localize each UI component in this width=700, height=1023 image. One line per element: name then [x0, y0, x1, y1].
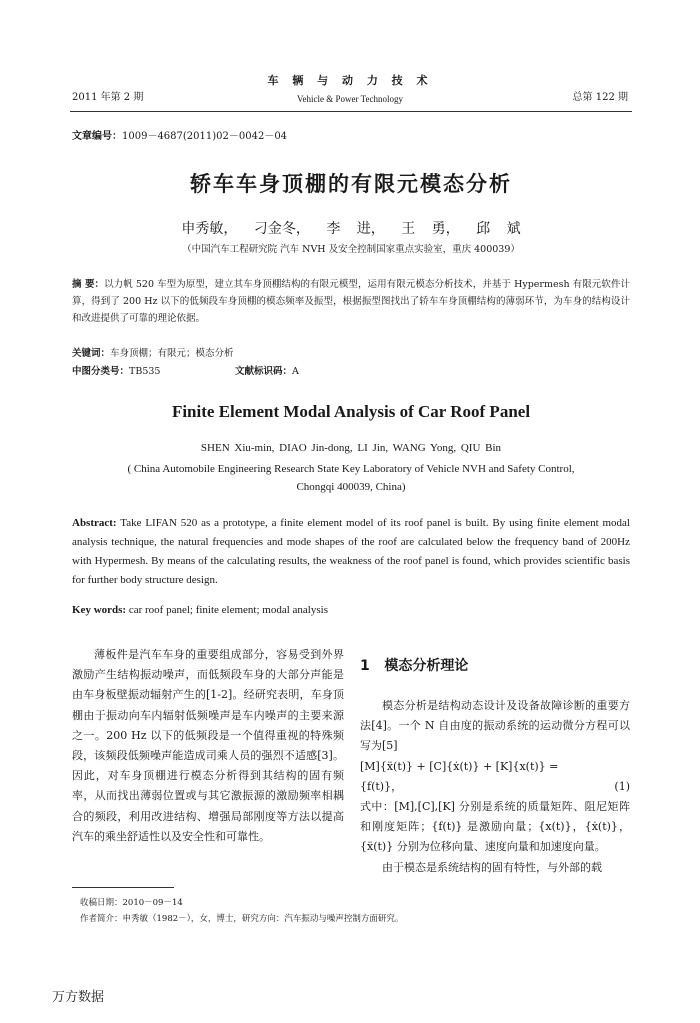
abstract-en-label: Abstract:: [72, 517, 117, 529]
abstract-en: [72, 514, 630, 590]
abstract-cn-label: 摘 要：: [72, 279, 105, 290]
article-number: [72, 127, 287, 142]
header-issue: 2011 年第 2 期: [72, 92, 144, 103]
classification-value: TB535: [129, 366, 161, 377]
section-heading: [360, 655, 468, 675]
header-total-issue: 总第 122 期: [572, 92, 628, 103]
affiliation-cn: （中国汽车工程研究院 汽车 NVH 及安全控制国家重点实验室，重庆 400039）: [182, 244, 520, 255]
journal-title-cn: 车 辆 与 动 力 技 术: [267, 74, 433, 87]
section-paragraph-3: 由于模态是系统结构的固有特性，与外部的载: [382, 860, 602, 874]
paper-title-cn: 轿车车身顶棚的有限元模态分析: [190, 172, 512, 196]
header-divider: [70, 111, 632, 112]
footnote-author-bio: 作者简介：申秀敏（1982－），女，博士，研究方向：汽车振动与噪声控制方面研究。: [80, 914, 404, 924]
journal-title-en: Vehicle & Power Technology: [297, 94, 403, 104]
section-paragraph-2: 式中：[M],[C],[K] 分别是系统的质量矩阵、阻尼矩阵和刚度矩阵；{f(t)} 是激励向量；{x(t)}，{ẋ(t)}，{ẍ(t)} 分别为位移向量、速度向量和加速度向量。: [360, 800, 630, 854]
document-code: [235, 363, 299, 377]
abstract-cn-text: 以力帆 520 车型为原型，建立其车身顶棚结构的有限元模型，运用有限元模态分析技术，并基于 Hypermesh 有限元软件计算，得到了 200 Hz 以下的低频段车身顶棚的模态频率及振型，根据振型图找出了轿车车身顶棚结构的薄弱环节，为车身的结构设计和改进提供了可靠的理论依据。: [72, 279, 631, 324]
keywords-en: [72, 604, 328, 616]
keywords-cn: [72, 345, 234, 359]
affiliation-en: ( China Automobile Engineering Research State Key Laboratory of Vehicle NVH and Safety Control, Chongqi 400039, China): [127, 463, 575, 493]
footnote-divider: [72, 887, 174, 888]
intro-paragraph: 薄板件是汽车车身的重要组成部分，容易受到外界激励产生结构振动噪声，而低频段车身的大部分声能是由车身板壁振动辐射产生的[1-2]。经研究表明，车身顶棚由于振动向车内辐射低频噪声是车内噪声的主要来源之一。200 Hz 以下的低频段是一个值得重视的特殊频段，该频段低频噪声能造成司乘人员的强烈不适感[3]。因此，对车身顶棚进行模态分析得到其结构的固有频率，从而找出薄弱位置或与其它激振源的激励频率相耦合的频段，利用改进结构、增强局部刚度等方法以提高汽车的乘坐舒适性以及安全性和可靠性。: [72, 648, 344, 843]
keywords-en-text: car roof panel; finite element; modal analysis: [128, 604, 328, 616]
keywords-cn-label: 关键词：: [72, 348, 111, 359]
document-code-label: 文献标识码：: [235, 366, 293, 377]
section-number: 1: [360, 658, 370, 674]
abstract-cn: [72, 276, 630, 327]
section-paragraph-1: 模态分析是结构动态设计及设备故障诊断的重要方法[4]。一个 N 自由度的振动系统的运动微分方程可以写为[5]: [360, 699, 630, 753]
section-body: [360, 696, 630, 878]
authors-cn: 申秀敏， 刁金冬， 李 进， 王 勇， 邱 斌: [181, 221, 521, 237]
classification-label: 中图分类号：: [72, 366, 130, 377]
document-code-value: A: [292, 366, 299, 377]
classification-number: [72, 363, 160, 377]
header-journal: [200, 72, 500, 104]
section-title: 模态分析理论: [384, 658, 469, 674]
equation-text-1: [M]{ẍ(t)} + [C]{ẋ(t)} + [K]{x(t)} =: [360, 759, 559, 773]
article-number-label: 文章编号：: [72, 131, 122, 142]
keywords-en-label: Key words:: [72, 604, 127, 616]
article-number-value: 1009－4687(2011)02－0042－04: [122, 131, 288, 142]
paper-title-en: Finite Element Modal Analysis of Car Roof Panel: [171, 402, 531, 421]
equation-text-2: {f(t)}，: [360, 779, 403, 793]
equation-line-1: [360, 757, 630, 777]
footnote-received: 收稿日期：2010－09－14: [80, 898, 183, 908]
watermark: 万方数据: [52, 990, 105, 1005]
equation-line-2: [360, 777, 630, 797]
keywords-cn-text: 车身顶棚；有限元；模态分析: [110, 348, 234, 359]
authors-en: SHEN Xiu-min, DIAO Jin-dong, LI Jin, WANG Yong, QIU Bin: [200, 442, 502, 454]
abstract-en-text: Take LIFAN 520 as a prototype, a finite element model of its roof panel is built. By using finite element modal analysis technique, the natural frequencies and mode shapes of the roof are calculated below the frequency band of 200Hz with Hypermesh. By means of the calculating results, the weakness of the roof panel is found, which provides scientific basis for further body structure design.: [72, 517, 630, 586]
equation-number: (1): [614, 779, 630, 793]
